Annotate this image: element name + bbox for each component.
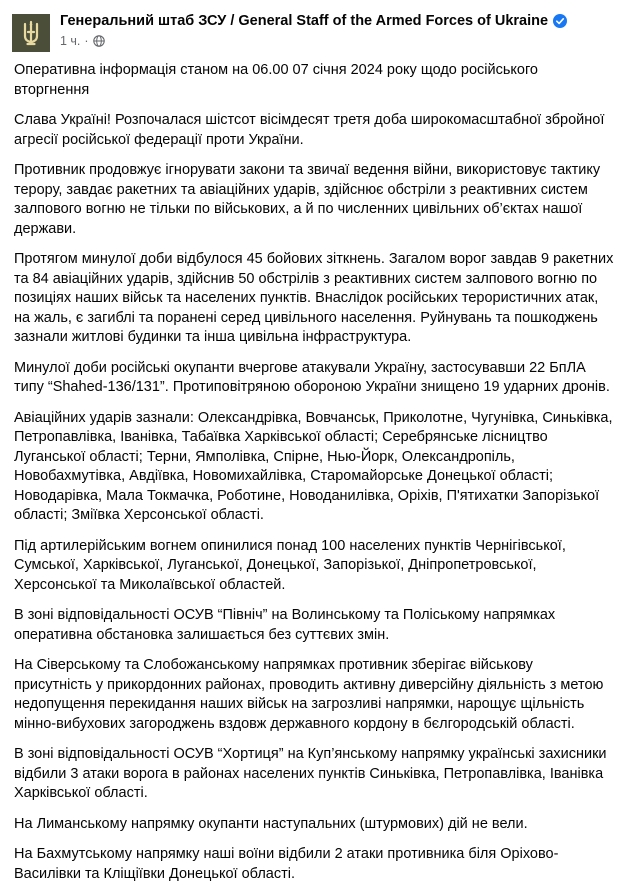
post-author[interactable]	[60, 13, 567, 29]
post-header	[12, 10, 612, 54]
post-paragraph: Противник продовжує ігнорувати закони та звичаї ведення війни, використовує тактику терору, завдає ракетних та авіаційних ударів, здійснює обстріли з реактивних систем залпового вогню не тільки по військових, а й по численних цивільних об’єктах нашої держави.	[14, 162, 601, 237]
post-paragraph: Оперативна інформація станом на 06.00 07 січня 2024 року щодо російського вторгнення	[14, 62, 538, 98]
globe-icon[interactable]	[93, 35, 105, 47]
post-paragraph: Слава Україні! Розпочалася шістсот вісімдесят третя доба широкомасштабної збройної агресії російської федерації проти України.	[14, 112, 605, 148]
post-paragraph: На Лиманському напрямку окупанти наступальних (штурмових) дій не вели.	[14, 815, 528, 832]
post-paragraph: Авіаційних ударів зазнали: Олександрівка, Вовчанськ, Приколотне, Чугунівка, Синьківка, Петропавлівка, Іванівка, Табаївка Харківської області; Серебрянське лісництво Луганської області; Терни, Ямполівка, Спірне, Нью-Йорк, Олександропіль, Новобахмутівка, Авдіївка, Новомихайлівка, Старомайорське Донецької області; Новодарівка, Мала Токмачка, Роботине, Новоданилівка, Оріхів, П'ятихатки Запорізької області; Зміївка Херсонської області.	[14, 409, 613, 523]
verified-badge-icon	[553, 14, 567, 28]
post-paragraph: На Бахмутському напрямку наші воїни відбили 2 атаки противника біля Оріхово-Василівки та Кліщіївки Донецької області.	[14, 846, 559, 882]
page-avatar[interactable]	[12, 14, 50, 52]
post-timestamp[interactable]: 1 ч.	[60, 34, 81, 48]
trident-emblem-icon	[12, 14, 50, 52]
meta-separator: ·	[84, 34, 89, 48]
post-paragraph: В зоні відповідальності ОСУВ “Північ” на Волинському та Поліському напрямках оперативна обстановка залишається без суттєвих змін.	[14, 607, 556, 643]
author-name[interactable]: Генеральний штаб ЗСУ / General Staff of the Armed Forces of Ukraine	[60, 13, 549, 29]
post-paragraph: Під артилерійським вогнем опинилися понад 100 населених пунктів Чернігівської, Сумської, Харківської, Луганської, Донецької, Запорізької, Дніпропетровської, Херсонської та Миколаївської областей.	[14, 537, 566, 593]
post-paragraph: Минулої доби російські окупанти вчергове атакували Україну, застосувавши 22 БпЛА типу “Shahed-136/131”. Протиповітряною обороною України знищено 19 ударних дронів.	[14, 359, 610, 395]
post-paragraph: В зоні відповідальності ОСУВ “Хортиця” на Куп’янському напрямку українські захисники відбили 3 атаки ворога в районах населених пунктів Синьківка, Петропавлівка, Іванівка Харківської області.	[14, 746, 607, 801]
post-body	[14, 61, 614, 895]
post-paragraph: Протягом минулої доби відбулося 45 бойових зіткнень. Загалом ворог завдав 9 ракетних та 84 авіаційних ударів, здійснив 50 обстрілів з реактивних систем залпового вогню по позиціях наших військ та населених пунктів. Внаслідок російських терористичних атак, на жаль, є загиблі та поранені серед цивільного населення. Руйнувань та пошкоджень зазнали житлові будинки та інша цивільна інфраструктура.	[14, 251, 614, 345]
post-paragraph: На Сіверському та Слобожанському напрямках противник зберігає військову присутність у прикордонних районах, проводить активну диверсійну діяльність з метою недопущення перекидання наших військ на загрозливі напрямки, нарощує щільність мінно-вибухових загороджень вздовж державного кордону в бєлгородській області.	[14, 657, 604, 732]
post-meta	[60, 34, 105, 48]
